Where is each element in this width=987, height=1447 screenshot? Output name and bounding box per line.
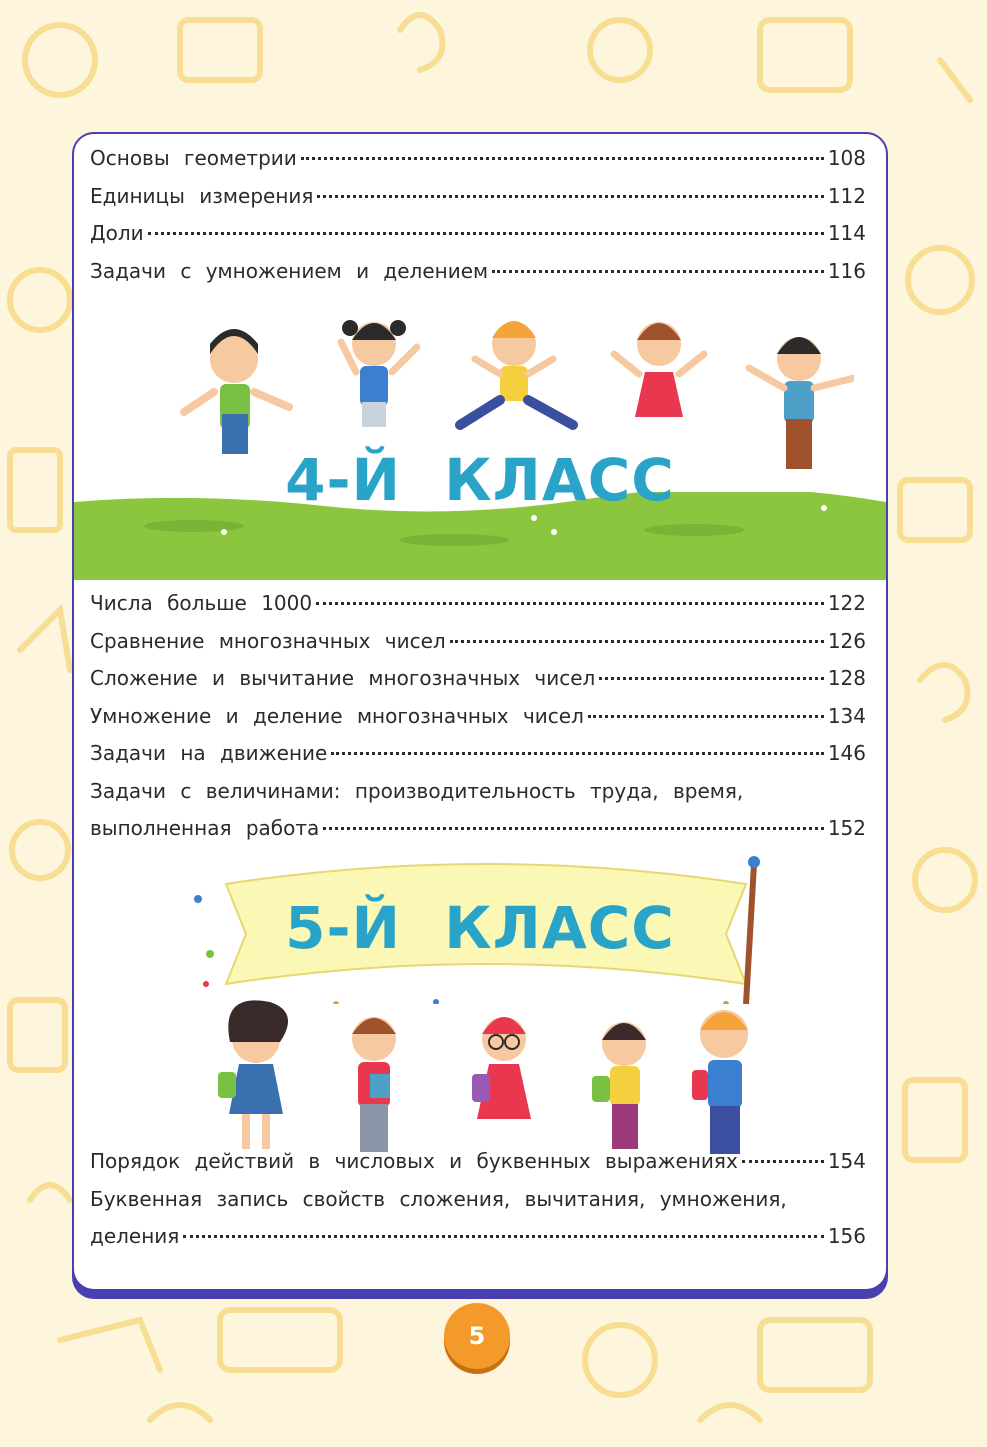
toc-item[interactable]: Задачи на движение 146 bbox=[90, 741, 866, 765]
grade-5-heading: 5-Й КЛАСС bbox=[285, 894, 675, 962]
toc-item[interactable]: Доли 114 bbox=[90, 221, 866, 245]
toc-item[interactable]: Числа больше 1000 122 bbox=[90, 591, 866, 615]
toc-item[interactable]: Задачи с умножением и делением 116 bbox=[90, 258, 866, 283]
toc-item[interactable]: Порядок действий в числовых и буквенных выражениях 154 bbox=[90, 1149, 866, 1173]
grade-4-heading: 4-Й КЛАСС bbox=[285, 446, 675, 514]
page-number-badge: 5 bbox=[444, 1303, 510, 1369]
toc-item[interactable]: Единицы измерения 112 bbox=[90, 183, 866, 208]
toc-item-multiline[interactable]: Буквенная запись свойств сложения, вычитания, умножения, bbox=[90, 1186, 787, 1211]
toc-grade-4-list bbox=[90, 591, 866, 854]
toc-grade-5-list bbox=[90, 1149, 866, 1262]
toc-item[interactable]: Умножение и деление многозначных чисел 134 bbox=[90, 703, 866, 728]
table-of-contents-card bbox=[72, 132, 888, 1291]
toc-item[interactable]: Основы геометрии 108 bbox=[90, 146, 866, 170]
toc-item-multiline-end[interactable]: деления 156 bbox=[90, 1224, 866, 1248]
toc-item-multiline[interactable]: Задачи с величинами: производительность труда, время, bbox=[90, 778, 744, 803]
toc-item[interactable]: Сложение и вычитание многозначных чисел 128 bbox=[90, 666, 866, 690]
toc-item[interactable]: Сравнение многозначных чисел 126 bbox=[90, 628, 866, 653]
toc-top-list bbox=[90, 146, 866, 296]
toc-item-multiline-end[interactable]: выполненная работа 152 bbox=[90, 816, 866, 840]
walking-kids-illustration bbox=[194, 994, 774, 1174]
